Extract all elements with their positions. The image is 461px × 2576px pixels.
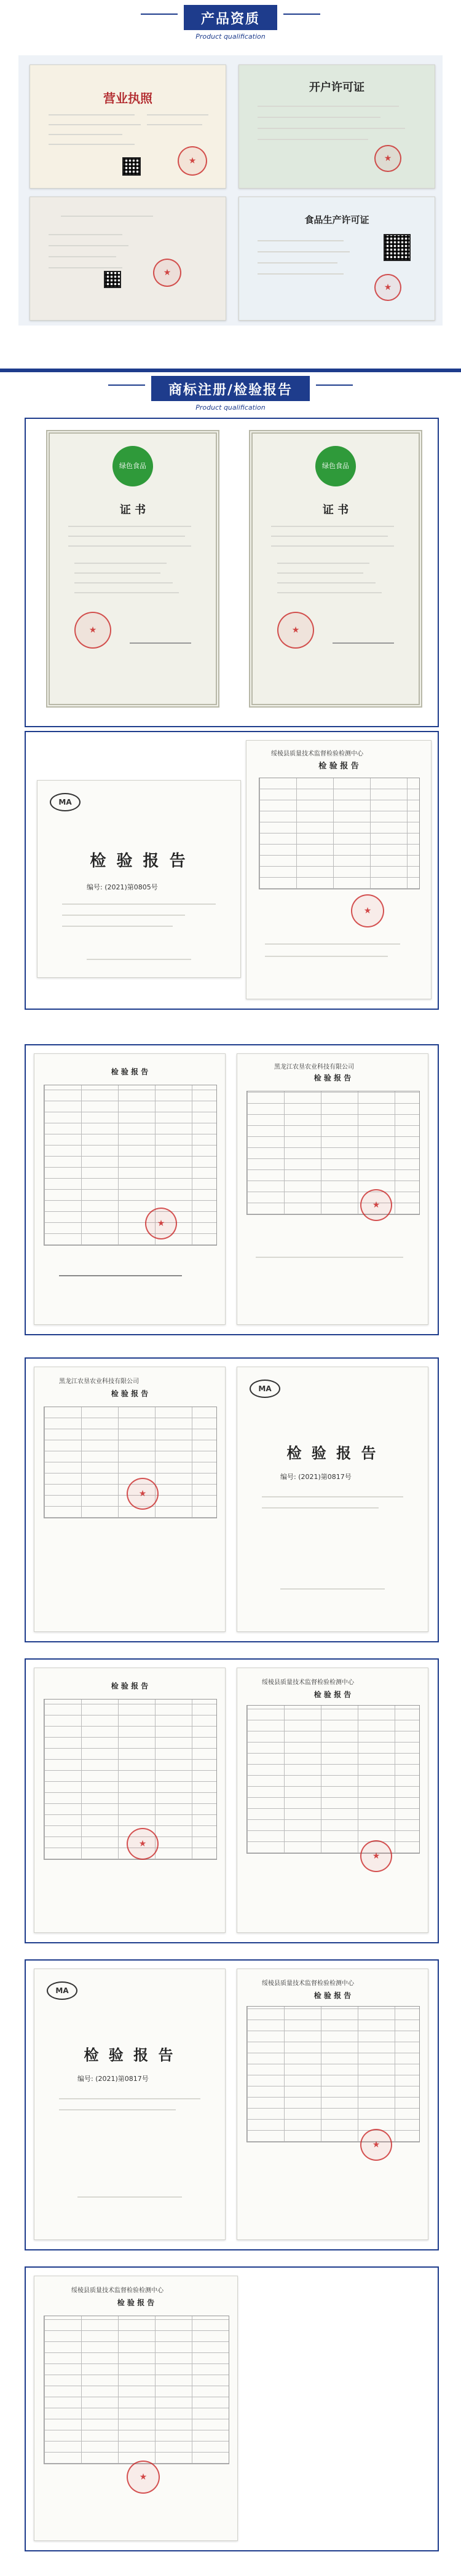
report-number: 编号: (2021)第0805号: [87, 883, 158, 891]
certificate-right: [249, 430, 422, 708]
ma-mark: MA: [50, 793, 81, 811]
qr-code: [104, 271, 121, 288]
divider-band: [0, 369, 461, 372]
section-subtitle: Product qualification: [195, 404, 266, 412]
report-number: 编号: (2021)第0817号: [77, 2075, 149, 2083]
report-results-7: [34, 2276, 238, 2541]
report-header: 黑龙江农垦农业科技有限公司: [59, 1378, 139, 1385]
red-seal: [374, 145, 401, 172]
section-title: 商标注册/检验报告: [151, 376, 310, 401]
green-food-logo: 绿色食品: [315, 446, 356, 486]
red-seal: [145, 1208, 177, 1239]
report-subtitle: 检 验 报 告: [117, 2298, 155, 2307]
certificate-left: [46, 430, 219, 708]
red-seal: [127, 2461, 160, 2494]
opening-license-title: 开户许可证: [309, 81, 364, 94]
certificate-title: 证 书: [119, 504, 146, 517]
red-seal: [153, 259, 181, 287]
qr-code: [122, 157, 141, 176]
report-results-5a: [34, 1668, 226, 1933]
red-seal: [360, 1840, 392, 1872]
red-seal: [127, 1828, 159, 1860]
report-cover-4: [237, 1367, 428, 1632]
report-header: 黑龙江农垦农业科技有限公司: [274, 1064, 354, 1071]
report-results-6: [237, 1969, 428, 2240]
red-seal: [360, 2129, 392, 2161]
red-seal: [277, 612, 314, 649]
qr-code: [384, 234, 411, 261]
results-table: [246, 2006, 420, 2142]
report-subtitle: 检 验 报 告: [111, 1682, 149, 1690]
report-results-2b: [237, 1053, 428, 1325]
report-subtitle: 检 验 报 告: [111, 1389, 149, 1398]
report-results-1: [246, 740, 431, 999]
report-cover-1: [37, 780, 241, 978]
report-subtitle: 检 验 报 告: [313, 1690, 352, 1699]
section-header-trademark: [0, 376, 461, 412]
ma-mark: MA: [250, 1380, 280, 1398]
report-results-5b: [237, 1668, 428, 1933]
red-seal: [127, 1478, 159, 1510]
red-seal: [374, 274, 401, 301]
red-seal: [178, 146, 207, 176]
ma-mark: MA: [47, 1981, 77, 2000]
results-table: [44, 1085, 217, 1246]
food-license-title: 食品生产许可证: [304, 214, 369, 225]
red-seal: [360, 1189, 392, 1221]
report-subtitle: 检 验 报 告: [313, 1991, 352, 2000]
report-header: 绥棱县质量技术监督检验检测中心: [271, 751, 363, 757]
report-cover-6: [34, 1969, 226, 2240]
food-license-original: [30, 197, 226, 321]
report-subtitle: 检 验 报 告: [313, 1074, 352, 1082]
report-number: 编号: (2021)第0817号: [280, 1473, 352, 1481]
section-subtitle: Product qualification: [195, 33, 266, 41]
report-results-3: [34, 1367, 226, 1632]
green-food-logo: 绿色食品: [112, 446, 153, 486]
results-table: [259, 778, 420, 889]
section-header-qualification: [0, 5, 461, 41]
results-table: [44, 2316, 229, 2464]
business-license-title: 营业执照: [103, 91, 152, 106]
business-license: [30, 64, 226, 189]
report-title: 检 验 报 告: [84, 2046, 176, 2064]
food-production-license: [238, 197, 435, 321]
red-seal: [351, 894, 384, 927]
report-header: 绥棱县质量技术监督检验检测中心: [262, 1679, 354, 1686]
report-subtitle: 检 验 报 告: [111, 1067, 149, 1076]
report-header: 绥棱县质量技术监督检验检测中心: [262, 1980, 354, 1987]
report-subtitle: 检 验 报 告: [318, 762, 359, 771]
certificate-title: 证 书: [322, 504, 349, 517]
red-seal: [74, 612, 111, 649]
report-header: 绥棱县质量技术监督检验检测中心: [71, 2287, 164, 2294]
report-title: 检 验 报 告: [286, 1444, 379, 1462]
report-title: 检 验 报 告: [90, 852, 188, 870]
report-results-2a: [34, 1053, 226, 1325]
opening-license: [238, 64, 435, 189]
results-table: [246, 1091, 420, 1215]
section-title: 产品资质: [184, 5, 277, 30]
results-table: [246, 1705, 420, 1854]
